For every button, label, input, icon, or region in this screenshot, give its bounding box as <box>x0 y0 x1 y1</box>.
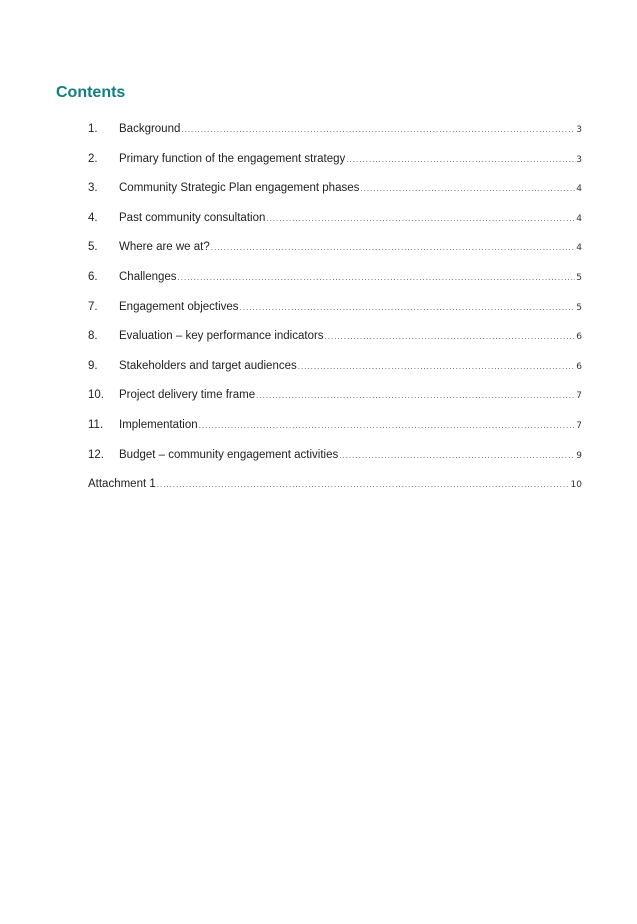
toc-entry-page: 5 <box>576 272 582 283</box>
toc-entry-past-consultation[interactable] <box>88 212 582 242</box>
toc-entry-budget[interactable] <box>88 449 582 479</box>
toc-entry-label: Implementation <box>119 418 198 431</box>
toc-entry-number: 12. <box>88 448 104 461</box>
toc-entry-page: 4 <box>576 243 582 254</box>
toc-entry-attachment-1[interactable] <box>88 478 582 508</box>
toc-entry-number: 3. <box>88 182 98 195</box>
toc-entry-label: Background <box>119 123 181 135</box>
toc-entry-label: Budget – community engagement activities <box>119 448 339 461</box>
toc-dot-leader <box>346 155 575 164</box>
toc-dot-leader <box>339 451 575 460</box>
toc-entry-number: 1. <box>88 123 98 135</box>
toc-entry-label: Evaluation – key performance indicators <box>119 330 324 343</box>
toc-entry-label: Community Strategic Plan engagement phases <box>119 182 360 195</box>
toc-entry-page: 9 <box>576 450 582 461</box>
toc-entry-number: 2. <box>88 152 98 165</box>
table-of-contents <box>88 123 582 508</box>
toc-entry-where-are-we[interactable] <box>88 241 582 271</box>
toc-entry-label: Past community consultation <box>119 211 266 224</box>
toc-dot-leader <box>256 391 575 400</box>
toc-dot-leader <box>240 303 576 312</box>
toc-entry-label: Challenges <box>119 270 177 283</box>
toc-entry-engagement-phases[interactable] <box>88 182 582 212</box>
toc-entry-page: 6 <box>576 332 582 343</box>
toc-entry-number: 9. <box>88 359 98 372</box>
toc-entry-label: Stakeholders and target audiences <box>119 359 297 372</box>
toc-dot-leader <box>360 184 575 193</box>
toc-entry-number: 4. <box>88 211 98 224</box>
toc-entry-stakeholders[interactable] <box>88 360 582 390</box>
toc-entry-number: 5. <box>88 241 98 254</box>
toc-entry-number: 6. <box>88 270 98 283</box>
toc-entry-time-frame[interactable] <box>88 389 582 419</box>
toc-entry-page: 3 <box>576 154 582 165</box>
toc-entry-label: Primary function of the engagement strategy <box>119 152 346 165</box>
toc-entry-label: Where are we at? <box>119 241 210 254</box>
toc-dot-leader <box>181 125 575 134</box>
toc-entry-label: Engagement objectives <box>119 300 239 313</box>
toc-dot-leader <box>298 362 576 371</box>
toc-entry-page: 7 <box>576 420 582 431</box>
toc-entry-page: 4 <box>576 213 582 224</box>
toc-entry-implementation[interactable] <box>88 419 582 449</box>
toc-entry-page: 5 <box>576 302 582 313</box>
toc-dot-leader <box>178 273 576 282</box>
toc-dot-leader <box>266 214 575 223</box>
toc-entry-page: 7 <box>576 391 582 402</box>
toc-entry-label: Project delivery time frame <box>119 389 256 402</box>
toc-entry-number: 10. <box>88 389 104 402</box>
toc-dot-leader <box>211 243 576 252</box>
toc-dot-leader <box>157 480 570 489</box>
toc-entry-evaluation[interactable] <box>88 330 582 360</box>
toc-entry-page: 4 <box>576 184 582 195</box>
toc-entry-page: 10 <box>570 480 582 491</box>
toc-entry-label: Attachment 1 <box>88 478 156 491</box>
toc-entry-number: 8. <box>88 330 98 343</box>
toc-entry-number: 11. <box>88 418 104 431</box>
toc-entry-page: 3 <box>576 125 582 135</box>
toc-entry-primary-function[interactable] <box>88 153 582 183</box>
toc-entry-background[interactable] <box>88 123 582 153</box>
toc-dot-leader <box>199 421 576 430</box>
contents-heading: Contents <box>56 84 126 101</box>
toc-entry-page: 6 <box>576 361 582 372</box>
toc-entry-engagement-objectives[interactable] <box>88 301 582 331</box>
toc-dot-leader <box>325 332 576 341</box>
toc-entry-challenges[interactable] <box>88 271 582 301</box>
toc-entry-number: 7. <box>88 300 98 313</box>
